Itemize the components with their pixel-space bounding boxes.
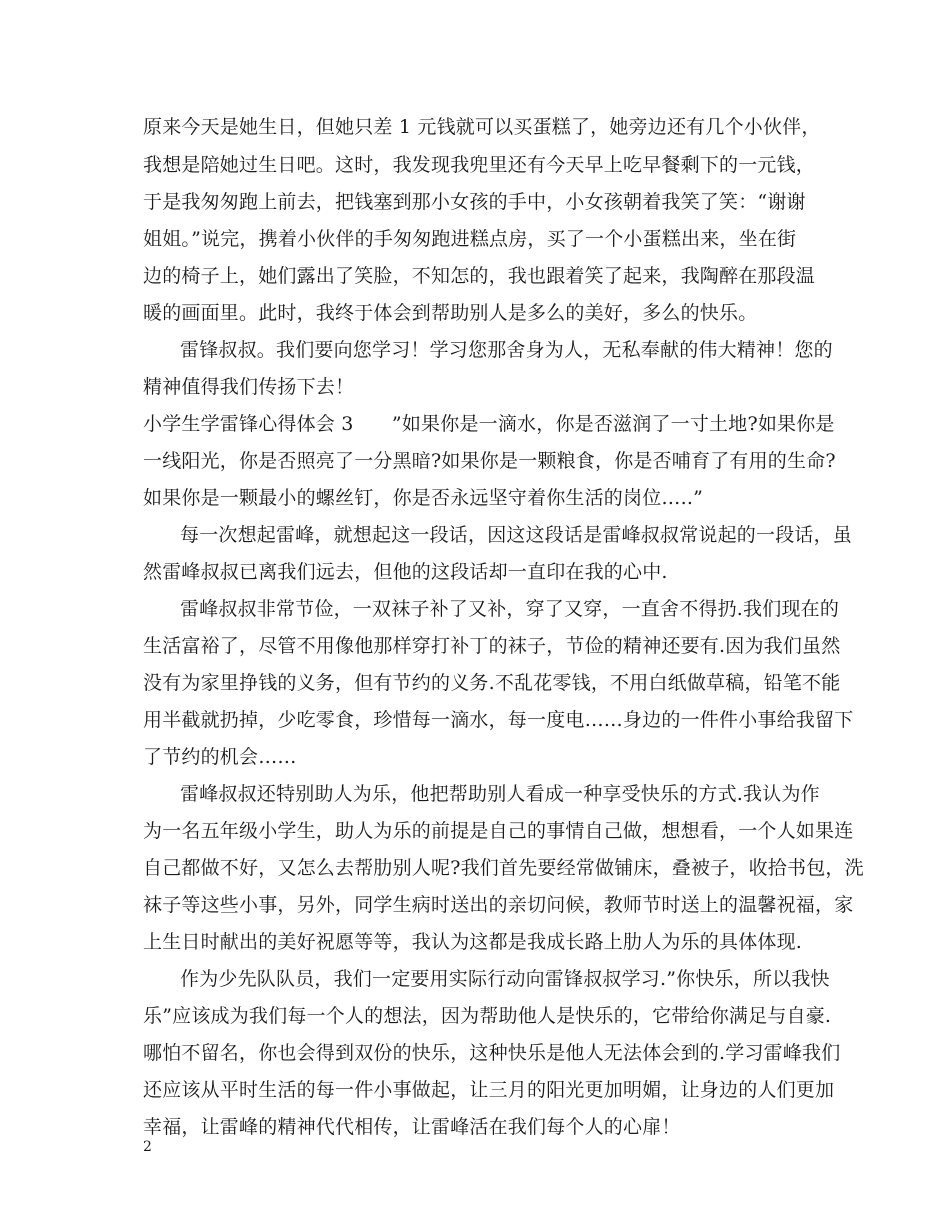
text-line: 于是我匆匆跑上前去，把钱塞到那小女孩的手中，小女孩朝着我笑了笑：“谢谢 (143, 191, 806, 213)
text-line: 精神值得我们传扬下去！ (143, 376, 355, 398)
text-line: 幸福，让雷峰的精神代代相传，让雷峰活在我们每个人的心扉！ (143, 1116, 681, 1138)
text-line: 上生日时献出的美好祝愿等等，我认为这都是我成长路上肋人为乐的具体体现. (143, 931, 803, 953)
text-line: 作为少先队队员，我们一定要用实际行动向雷锋叔叔学习.”你快乐，所以我快 (180, 968, 830, 990)
text-line: 自己都做不好，又怎么去帮肋别人呢?我们首先要经常做铺床，叠被子，收拾书包，洗 (143, 857, 864, 879)
text-line: 边的椅子上，她们露出了笑脸，不知怎的，我也跟着笑了起来，我陶醉在那段温 (143, 265, 816, 287)
text-line: 了节约的机会…… (143, 746, 297, 768)
text-line: 雷峰叔叔非常节俭，一双袜子补了又补，穿了又穿，一直舍不得扔.我们现在的 (180, 598, 840, 620)
text-line: 暖的画面里。此时，我终于体会到帮助别人是多么的美好，多么的快乐。 (143, 302, 758, 324)
text-line: 乐”应该成为我们每一个人的想法，因为帮助他人是快乐的，它带给你满足与自豪. (143, 1005, 832, 1027)
text-line: 没有为家里挣钱的义务，但有节约的义务.不乱花零钱，不用白纸做草稿，铅笔不能 (143, 672, 841, 694)
text-line: 为一名五年级小学生，助人为乐的前提是自己的事情自己做，想想看，一个人如果连 (143, 820, 854, 842)
text-line: 哪怕不留名，你也会得到双份的快乐，这种快乐是他人无法体会到的.学习雷峰我们 (143, 1042, 841, 1064)
text-line: 雷峰叔叔还特别助人为乐，他把帮助别人看成一种享受快乐的方式.我认为作 (180, 783, 820, 805)
text-line: 生活富裕了，尽管不用像他那样穿打补丁的袜子，节俭的精神还要有.因为我们虽然 (143, 635, 841, 657)
text-line: 如果你是一颗最小的螺丝钉，你是否永远坚守着你生活的岗位…..” (143, 487, 703, 509)
text-line: 还应该从平时生活的每一件小事做起，让三月的阳光更加明媚，让身边的人们更加 (143, 1079, 835, 1101)
text-line: 一线阳光，你是否照亮了一分黑暗?如果你是一颗粮食，你是否哺育了有用的生命? (143, 450, 836, 472)
text-line: 我想是陪她过生日吧。这时，我发现我兜里还有今天早上吃早餐剩下的一元钱， (143, 154, 816, 176)
text-line: 雷锋叔叔。我们要向您学习！学习您那舍身为人，无私奉献的伟大精神！您的 (180, 339, 833, 361)
page-number: 2 (143, 1139, 152, 1155)
text-line: 袜子等这些小事，另外，同学生病时送出的亲切问候，教师节时送上的温馨祝福，家 (143, 894, 854, 916)
text-line: 小学生学雷锋心得体会 3 ”如果你是一滴水，你是否滋润了一寸土地?如果你是 (143, 413, 835, 435)
text-line: 每一次想起雷峰，就想起这一段话，因这这段话是雷峰叔叔常说起的一段话，虽 (180, 524, 853, 546)
text-line: 姐姐。”说完，携着小伙伴的手匆匆跑进糕点房，买了一个小蛋糕出来，坐在街 (143, 228, 797, 250)
text-line: 原来今天是她生日，但她只差 1 元钱就可以买蛋糕了，她旁边还有几个小伙伴， (143, 116, 821, 138)
text-line: 用半截就扔掉，少吃零食，珍惜每一滴水，每一度电……身边的一件件小事给我留下 (143, 709, 854, 731)
text-line: 然雷峰叔叔已离我们远去，但他的这段话却一直印在我的心中. (143, 561, 668, 583)
